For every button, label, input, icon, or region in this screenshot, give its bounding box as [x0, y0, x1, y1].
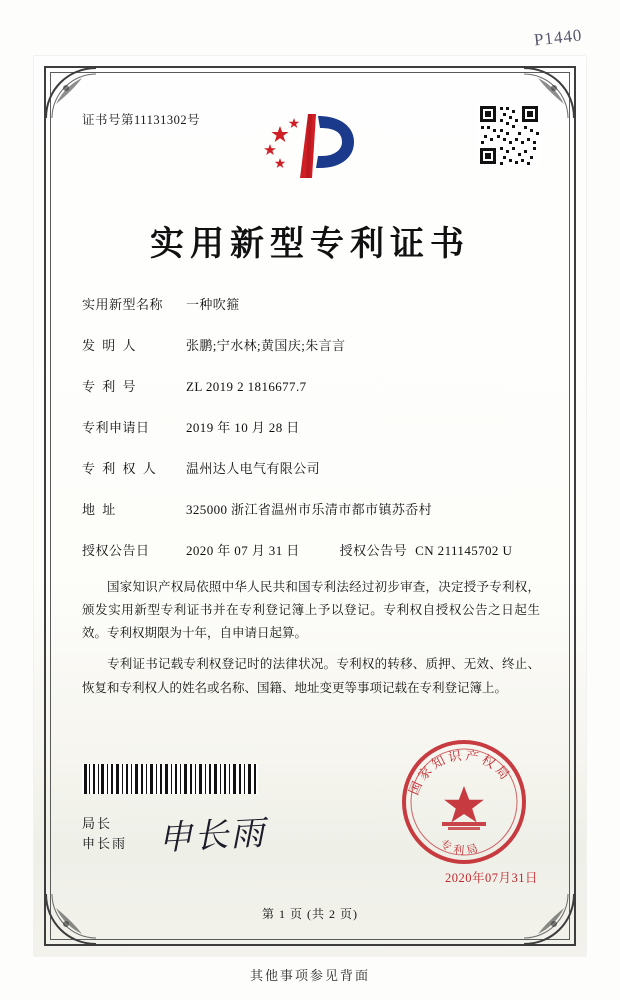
svg-text:国家知识产权局 [407, 748, 514, 798]
field-value: ZL 2019 2 1816677.7 [186, 379, 307, 394]
barcode-icon [82, 764, 258, 794]
seal-top-text: 国家知识产权局 [406, 748, 514, 798]
field-label: 地 址 [82, 502, 118, 517]
grant-date-label: 授权公告日 [82, 543, 150, 558]
paragraph-1: 国家知识产权局依照中华人民共和国专利法经过初步审查，决定授予专利权，颁发实用新型专利证书并在专利登记簿上予以登记。专利权自授权公告之日起生效。专利权期限为十年，自申请日起算。 [82, 580, 540, 641]
field-label: 发 明 人 [82, 338, 138, 353]
page-mark-annotation: P1440 [532, 25, 583, 50]
field-value: 2019 年 10 月 28 日 [186, 420, 300, 435]
field-row [82, 294, 542, 313]
field-row [82, 417, 542, 436]
director-name: 申长雨 [82, 836, 128, 852]
field-value: 温州达人电气有限公司 [186, 461, 321, 476]
cnipa-emblem-icon [250, 106, 370, 186]
field-label: 实用新型名称 [82, 297, 164, 312]
seal-bottom-text: 专利局 [438, 837, 484, 858]
certificate-number: 证书号第11131302号 [82, 113, 201, 127]
field-row [82, 335, 542, 354]
back-side-note: 其他事项参见背面 [249, 968, 370, 983]
paragraph-2: 专利证书记载专利权登记时的法律状况。专利权的转移、质押、无效、终止、恢复和专利权人的姓名或名称、国籍、地址变更等事项记载在专利登记簿上。 [82, 657, 540, 695]
field-row [82, 499, 542, 518]
grant-date-value: 2020 年 07 月 31 日 [186, 543, 300, 558]
seal-date: 2020年07月31日 [444, 871, 538, 885]
legal-paragraphs [82, 576, 540, 708]
director-label: 局长 [82, 816, 113, 831]
field-label: 专 利 权 人 [82, 461, 158, 476]
field-value: 325000 浙江省温州市乐清市都市镇苏岙村 [186, 502, 433, 517]
certificate-sheet [34, 56, 586, 956]
field-value: 一种吹箍 [186, 297, 240, 312]
handwritten-signature: 申长雨 [157, 813, 268, 859]
field-value: 张鹏;宁水林;黄国庆;朱言言 [186, 338, 346, 353]
field-row-grant [82, 540, 542, 559]
official-seal [398, 736, 530, 868]
page-indicator: 第 1 页 (共 2 页) [262, 907, 358, 921]
field-row [82, 376, 542, 395]
field-row [82, 458, 542, 477]
field-label: 专利申请日 [82, 420, 150, 435]
field-label: 专 利 号 [82, 379, 138, 394]
grant-number-value: CN 211145702 U [415, 543, 513, 558]
grant-number-label: 授权公告号 [339, 543, 408, 558]
signature-block [82, 814, 127, 854]
certificate-fields [82, 294, 542, 581]
qr-code-icon [478, 104, 540, 166]
page-title: 实用新型专利证书 [150, 224, 470, 264]
svg-text:专利局 [438, 836, 483, 857]
